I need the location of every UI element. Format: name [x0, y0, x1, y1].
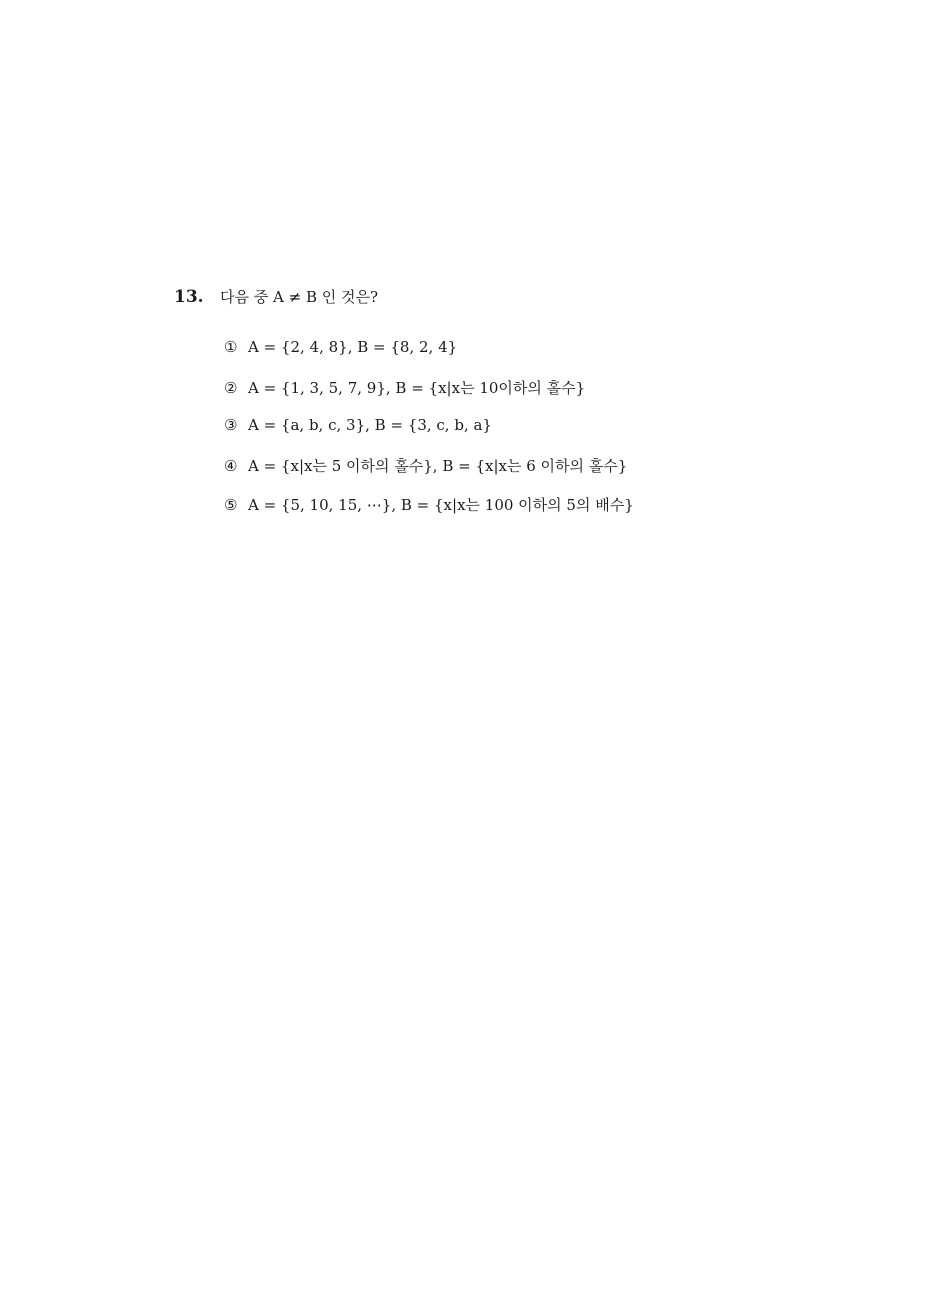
choice-marker: ③: [224, 416, 238, 434]
choice-list: [224, 338, 634, 533]
choice-3[interactable]: [224, 416, 634, 455]
choice-marker: ④: [224, 457, 238, 475]
choice-marker: ②: [224, 379, 238, 397]
choice-4[interactable]: [224, 455, 634, 494]
choice-text: A = {5, 10, 15, ⋯}, B = {x|x는 100 이하의 5의 배수}: [248, 496, 634, 514]
question-prompt: 다음 중 A ≠ B 인 것은?: [220, 288, 379, 306]
question-header: [174, 286, 854, 310]
choice-2[interactable]: [224, 377, 634, 416]
choice-5[interactable]: [224, 494, 634, 533]
choice-marker: ①: [224, 338, 238, 356]
question-13: [174, 286, 854, 514]
question-number: 13.: [174, 287, 204, 307]
choice-text: A = {x|x는 5 이하의 홀수}, B = {x|x는 6 이하의 홀수}: [248, 457, 628, 475]
choice-marker: ⑤: [224, 496, 238, 514]
choice-text: A = {2, 4, 8}, B = {8, 2, 4}: [248, 338, 458, 356]
choice-text: A = {a, b, c, 3}, B = {3, c, b, a}: [248, 416, 492, 434]
choice-1[interactable]: [224, 338, 634, 377]
choice-text: A = {1, 3, 5, 7, 9}, B = {x|x는 10이하의 홀수}: [248, 379, 586, 397]
